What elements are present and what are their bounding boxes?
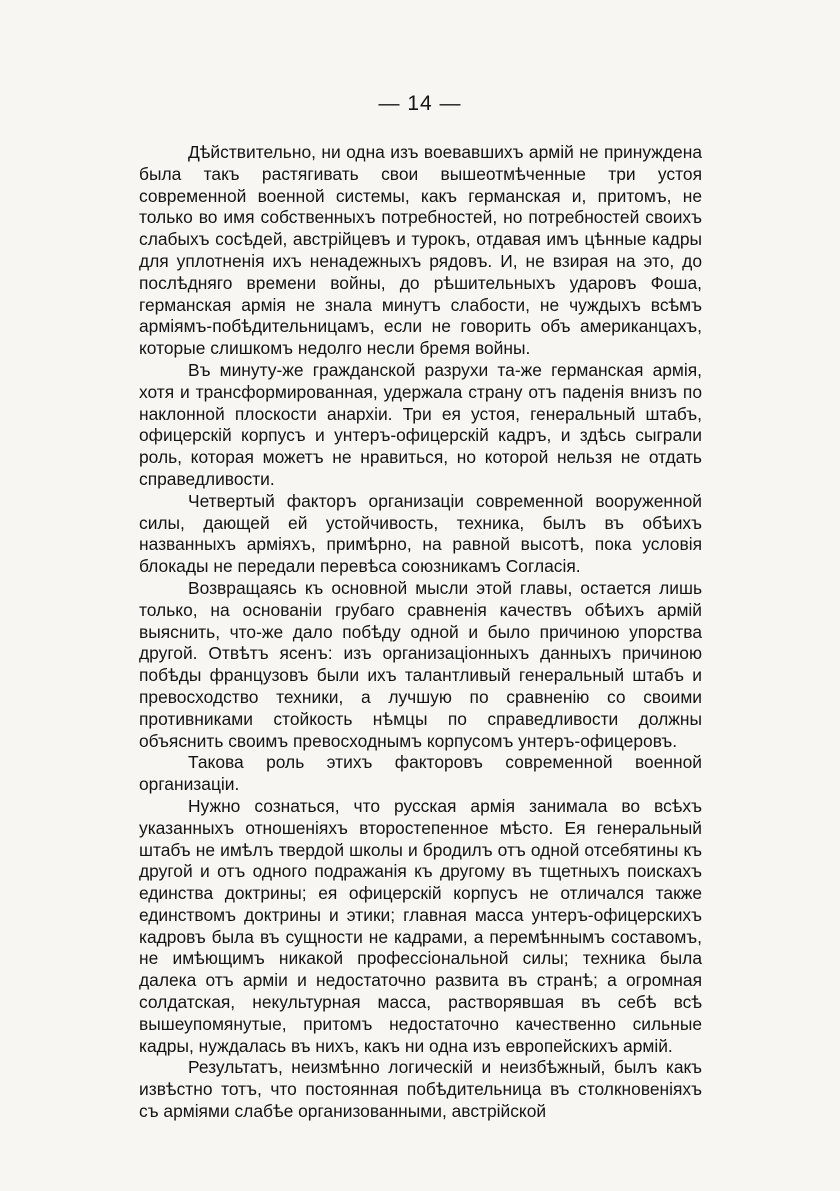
paragraph-russian-army: Нужно сознаться, что русская армія занимала во всѣхъ указанныхъ отношеніяхъ второстепенное мѣсто. Ея генеральный штабъ не имѣлъ твердой школы и бродилъ отъ одной отсебятины къ другой и отъ одного подражанія къ другому въ тщетныхъ поискахъ единства доктрины; ея офицерскій корпусъ не отличался также единствомъ доктрины и этики; главная масса унтеръ-офицерскихъ кадровъ была въ сущности не кадрами, а перемѣннымъ составомъ, не имѣющимъ никакой профессіональной силы; техника была далека отъ арміи и недостаточно развита въ странѣ; а огромная солдатская, некультурная масса, растворявшая въ себѣ всѣ вышеупомянутые, притомъ недостаточно качественно сильные кадры, нуждалась въ нихъ, какъ ни одна изъ европейскихъ армій. [139,795,702,1056]
paragraph-civil-turmoil: Въ минуту-же гражданской разрухи та-же германская армія, хотя и трансформированная, удержала страну отъ паденія внизъ по наклонной плоскости анархіи. Три ея устоя, генеральный штабъ, офицерскій корпусъ и унтеръ-офицерскій кадръ, и здѣсь сыграли роль, которая можетъ не нравиться, но которой нельзя не отдать справедливости. [139,359,702,489]
body-text [139,142,702,1123]
paragraph-german-army-strain: Дѣйствительно, ни одна изъ воевавшихъ армій не принуждена была такъ растягивать свои вышеотмѣченные три устоя современной военной системы, какъ германская и, притомъ, не только во имя собственныхъ потребностей, но потребностей своихъ слабыхъ сосѣдей, австрійцевъ и турокъ, отдавая имъ цѣнные кадры для уплотненія ихъ ненадежныхъ рядовъ. И, не взирая на это, до послѣдняго времени войны, до рѣшительныхъ ударовъ Фоша, германская армія не знала минутъ слабости, не чуждыхъ всѣмъ арміямъ-побѣдительницамъ, если не говорить объ американцахъ, которые слишкомъ недолго несли бремя войны. [139,142,702,359]
page-number: — 14 — [378,92,462,115]
paragraph-technology-factor: Четвертый факторъ организаціи современной вооруженной силы, дающей ей устойчивость, техника, былъ въ обѣихъ названныхъ арміяхъ, примѣрно, на равной высотѣ, пока условія блокады не передали перевѣса союзникамъ Согласія. [139,490,702,577]
paragraph-role-of-factors: Такова роль этихъ факторовъ современной военной организаціи. [139,752,702,795]
paragraph-comparison: Возвращаясь къ основной мысли этой главы, остается лишь только, на основаніи грубаго сравненія качествъ обѣихъ армій выяснить, что-же дало побѣду одной и было причиною упорства другой. Отвѣтъ ясенъ: изъ организаціонныхъ данныхъ причиною побѣды французовъ были ихъ талантливый генеральный штабъ и превосходство техники, а лучшую по сравненію со своими противниками стойкость нѣмцы по справедливости должны объяснить своимъ превосходнымъ корпусомъ унтеръ-офицеровъ. [139,577,702,751]
paragraph-result: Результатъ, неизмѣнно логическій и неизбѣжный, былъ какъ извѣстно тотъ, что постоянная побѣдительница въ столкновеніяхъ съ арміями слабѣе организованными, австрійской [139,1057,702,1122]
